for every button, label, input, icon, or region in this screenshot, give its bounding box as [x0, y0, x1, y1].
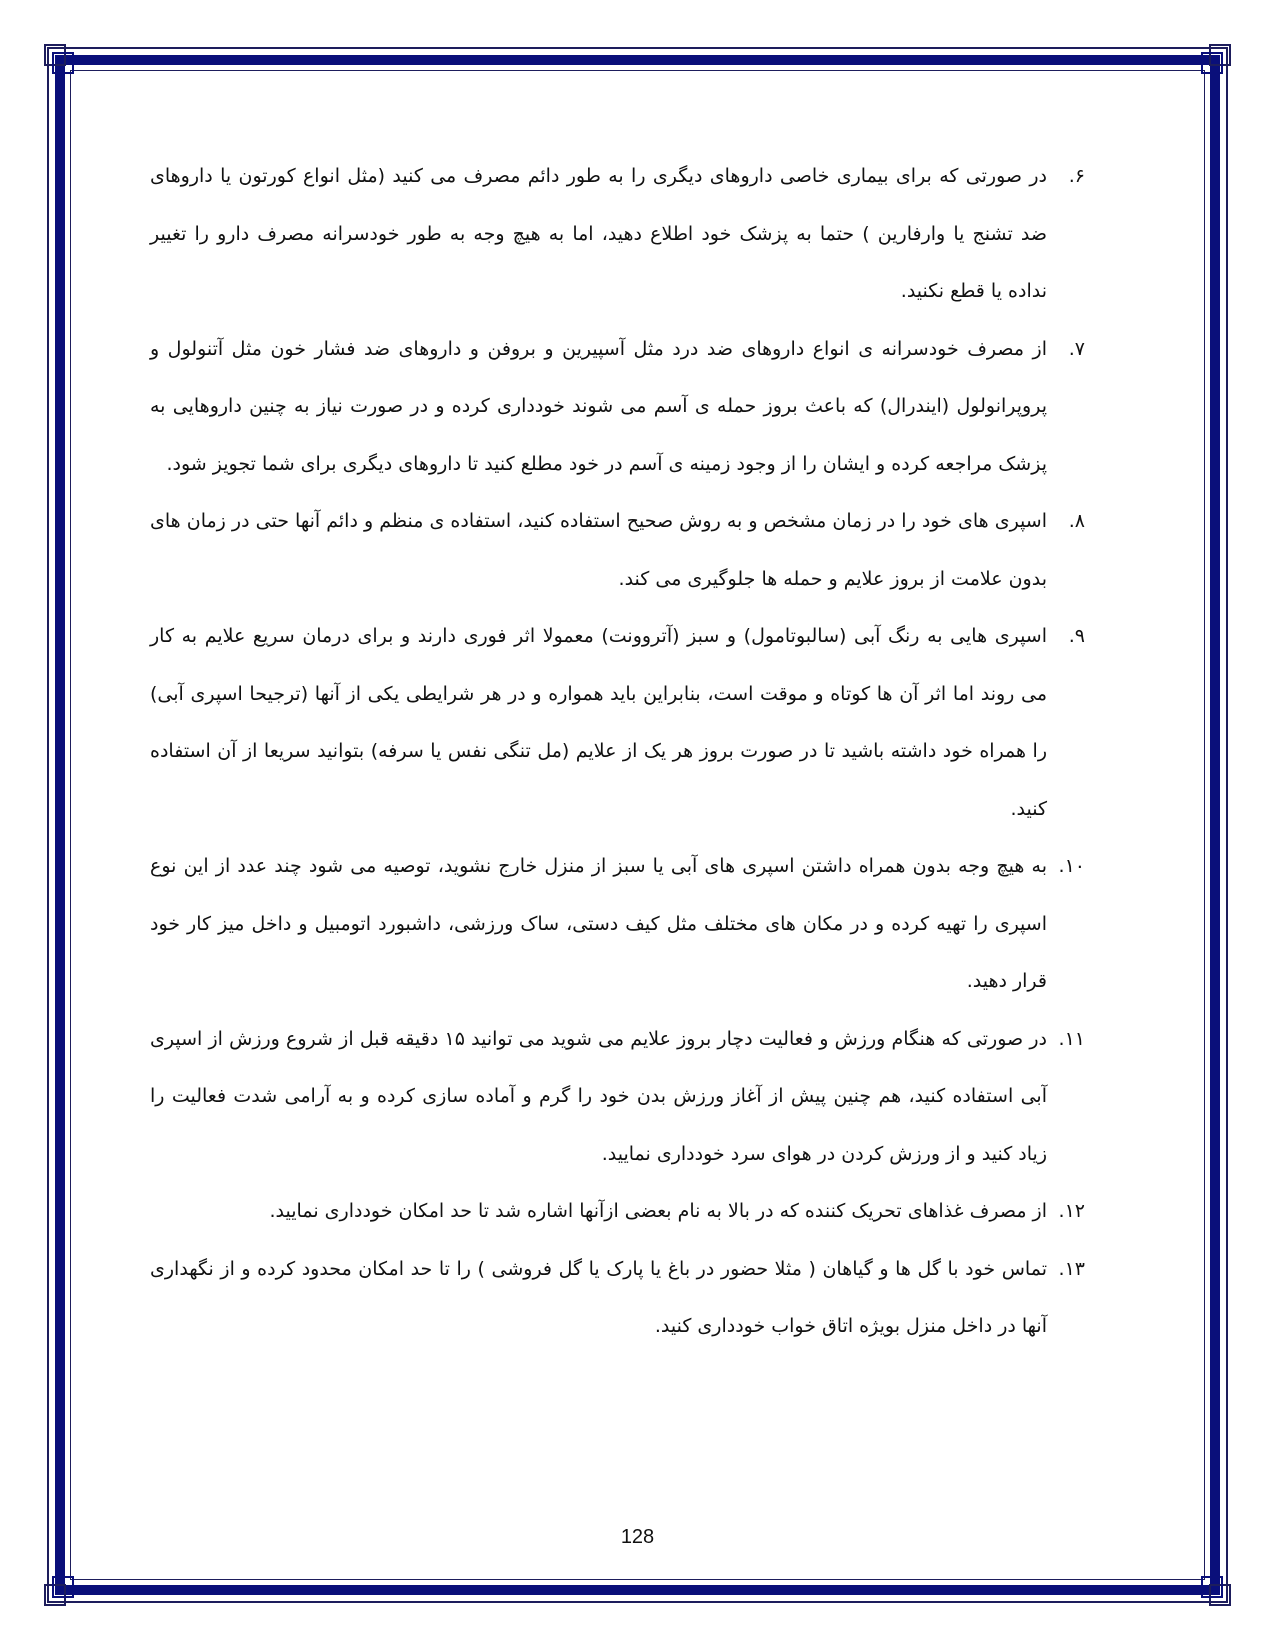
- list-item-number: ۸.: [1068, 510, 1085, 532]
- corner-ornament-icon: [1201, 44, 1231, 74]
- corner-ornament-icon: [44, 44, 74, 74]
- list-item-text: از مصرف خودسرانه ی انواع داروهای ضد درد مثل آسپیرین و بروفن و داروهای ضد فشار خون مثل آتنولول و پروپرانولول (ایندرال) که باعث بروز حمله ی آسم می شوند خودداری کرده و در صورت نیاز به چنین داروهایی به پزشک مراجعه کرده و ایشان را از وجود زمینه ی آسم در خود مطلع کنید تا داروهای دیگری برای شما تجویز شود.: [150, 337, 1047, 475]
- list-item-text: به هیچ وجه بدون همراه داشتن اسپری های آبی یا سبز از منزل خارج نشوید، توصیه می شود چند عدد از این نوع اسپری را تهیه کرده و در مکان های مختلف مثل کیف دستی، ساک ورزشی، داشبورد اتومبیل و داخل میز کار خود قرار دهید.: [150, 855, 1047, 992]
- list-item: [150, 1011, 1085, 1184]
- list-item-text: تماس خود با گل ها و گیاهان ( مثلا حضور در باغ یا پارک یا گل فروشی ) را تا حد امکان محدود کرده و از نگهداری آنها در داخل منزل بویژه اتاق خواب خودداری کنید.: [150, 1257, 1047, 1337]
- list-item-number: ۶.: [1068, 165, 1085, 187]
- list-item: [150, 321, 1085, 494]
- list-item: [150, 493, 1085, 608]
- list-item: [150, 148, 1085, 321]
- corner-ornament-icon: [44, 1576, 74, 1606]
- list-item: [150, 1183, 1085, 1241]
- list-item-number: ۱۳.: [1058, 1257, 1085, 1280]
- list-item-number: ۷.: [1068, 337, 1085, 360]
- list-item-number: ۱۲.: [1058, 1200, 1085, 1222]
- list-item-number: ۱۰.: [1058, 855, 1085, 877]
- list-item-text: در صورتی که هنگام ورزش و فعالیت دچار بروز علایم می شوید می توانید ۱۵ دقیقه قبل از شروع ورزش از اسپری آبی استفاده کنید، هم چنین پیش از آغاز ورزش بدن خود را گرم و آماده سازی کرده و به آرامی شدت فعالیت را زیاد کنید و از ورزش کردن در هوای سرد خودداری نمایید.: [150, 1027, 1047, 1165]
- corner-ornament-icon: [1201, 1576, 1231, 1606]
- list-item-text: اسپری هایی به رنگ آبی (سالبوتامول) و سبز (آتروونت) معمولا اثر فوری دارند و برای درمان سریع علایم به کار می روند اما اثر آن ها کوتاه و موقت است، بنابراین باید همواره و در هر شرایطی یکی از آنها (ترجیحا اسپری آبی) را همراه خود داشته باشید تا در صورت بروز هر یک از علایم (مل تنگی نفس یا سرفه) بتوانید سریعا از آن استفاده کنید.: [150, 625, 1047, 820]
- page-number: 128: [620, 1526, 655, 1548]
- list-item-number: ۹.: [1068, 625, 1085, 647]
- list-item-number: ۱۱.: [1058, 1027, 1085, 1050]
- numbered-list: [150, 148, 1085, 1356]
- list-item-text: از مصرف غذاهای تحریک کننده که در بالا به نام بعضی ازآنها اشاره شد تا حد امکان خودداری نمایید.: [269, 1200, 1047, 1222]
- list-item: [150, 838, 1085, 1011]
- list-item: [150, 608, 1085, 838]
- list-item-text: اسپری های خود را در زمان مشخص و به روش صحیح استفاده کنید، استفاده ی منظم و دائم آنها حتی در زمان های بدون علامت از بروز علایم و حمله ها جلوگیری می کند.: [150, 510, 1047, 590]
- list-item: [150, 1241, 1085, 1356]
- list-item-text: در صورتی که برای بیماری خاصی داروهای دیگری را به طور دائم مصرف می کنید (مثل انواع کورتون یا داروهای ضد تشنج یا وارفارین ) حتما به پزشک خود اطلاع دهید، اما به هیچ وجه به طور خودسرانه مصرف دارو را تغییر نداده یا قطع نکنید.: [150, 165, 1047, 302]
